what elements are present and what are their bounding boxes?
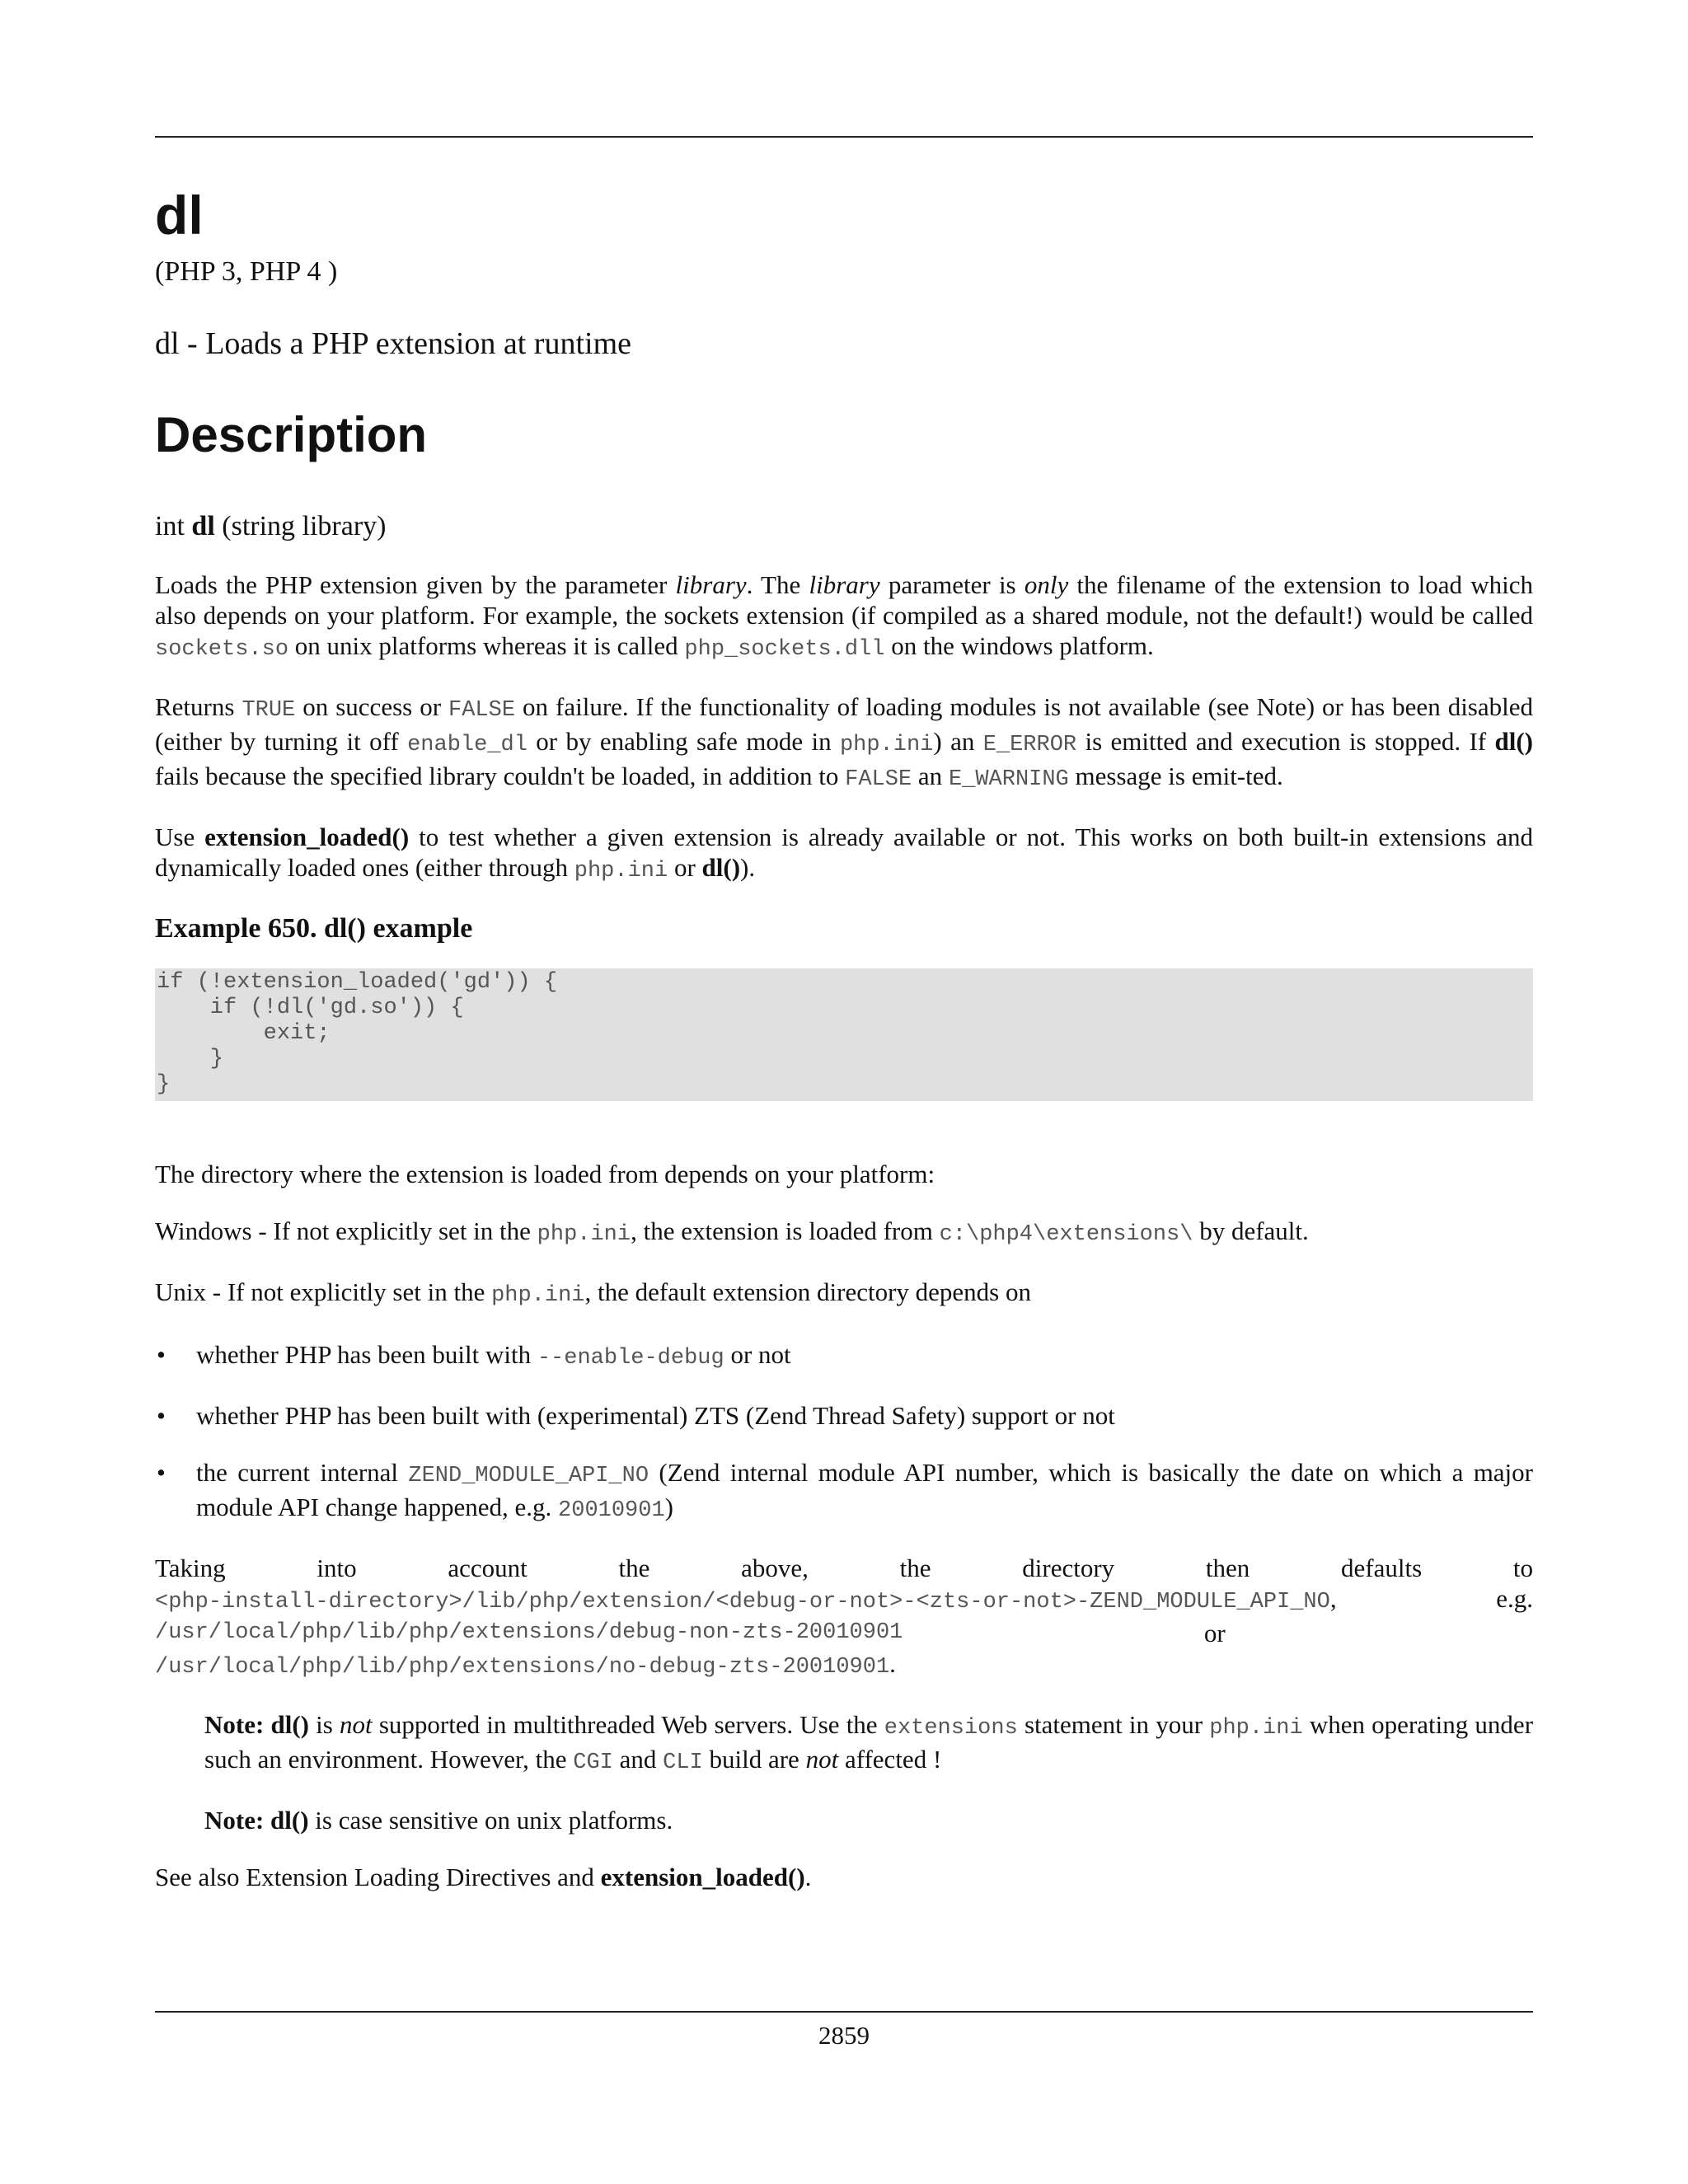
php-versions: (PHP 3, PHP 4 ) [155, 256, 338, 287]
bullet-glyph: • [157, 1401, 166, 1430]
paragraph-loads: Loads the PHP extension given by the parameter library. The library parameter is only the filename of the extension to load which also depends on your platform. For example, the sockets extension (if compiled as a shared module, not the default!) would be called sockets.so on unix platforms whereas it is called php_sockets.dll on the windows platform. [155, 570, 1533, 662]
content-flow [155, 511, 1533, 1919]
link-extension-loaded-see-also: extension_loaded() [600, 1863, 805, 1891]
bottom-rule [155, 2011, 1533, 2013]
code-windows-path: c:\php4\extensions\ [939, 1222, 1193, 1247]
page-number: 2859 [818, 2021, 870, 2050]
function-purpose: dl - Loads a PHP extension at runtime [155, 326, 631, 361]
paragraph-use-extension-loaded: Use extension_loaded() to test whether a given extension is already available or not. This works on both built-in extensions and dynamically loaded ones (either through php.ini or dl()). [155, 823, 1533, 883]
function-name: dl [191, 511, 215, 541]
list-item: • whether PHP has been built with --enable-debug or not [157, 1340, 791, 1371]
bullet-glyph: • [157, 1458, 166, 1487]
unix-conditions-list [155, 1339, 1533, 1526]
list-item: • the current internal ZEND_MODULE_API_NO (Zend internal module API number, which is basically the date on which a major module API change happened, e.g. 20010901) [157, 1458, 1533, 1523]
paragraph-windows: Windows - If not explicitly set in the php.ini, the extension is loaded from c:\php4\extensions\ by default. [155, 1216, 1309, 1247]
paragraph-see-also: See also Extension Loading Directives and extension_loaded(). [155, 1863, 812, 1891]
note-case-sensitive: Note: dl() is case sensitive on unix platforms. [204, 1806, 673, 1835]
code-php-sockets-dll: php_sockets.dll [684, 637, 885, 662]
paragraph-unix: Unix - If not explicitly set in the php.ini, the default extension directory depends on [155, 1277, 1031, 1308]
paragraph-returns: Returns TRUE on success or FALSE on failure. If the functionality of loading modules is not available (see Note) or has been disabled (either by turning it off enable_dl or by enabling safe mode in php.ini) an E_ERROR is emitted and execution is stopped. If dl() fails because the specified library couldn't be loaded, in addition to FALSE an E_WARNING message is emit-ted. [155, 692, 1533, 792]
function-synopsis: int dl (string library) [155, 511, 387, 541]
paragraph-directory: The directory where the extension is loaded from depends on your platform: [155, 1160, 935, 1188]
link-extension-loaded: extension_loaded() [204, 823, 410, 851]
paragraph-taking-into-account: Taking into account the above, the directory then defaults to <php-install-directory>/lib/php/extension/<debug-or-not>-<zts-or-not>-ZEND_MODULE_API_NO, e.g. /usr/local/php/lib/php/extensions/debug-non-zts-20010901 or /usr/local/php/lib/php/extensions/no-debug-zts-20010901. [155, 1554, 1533, 1680]
description-heading: Description [155, 407, 428, 462]
code-sockets-so: sockets.so [155, 637, 289, 662]
function-title: dl [155, 185, 204, 246]
top-rule [155, 136, 1533, 138]
example-code-block: if (!extension_loaded('gd')) { if (!dl('gd.so')) { exit; } } [155, 968, 1533, 1101]
note-multithreaded: Note: dl() is not supported in multithreaded Web servers. Use the extensions statement in your php.ini when operating under such an environment. However, the CGI and CLI build are not affected ! [204, 1710, 1534, 1775]
bullet-glyph: • [157, 1340, 166, 1369]
list-item: • whether PHP has been built with (experimental) ZTS (Zend Thread Safety) support or not [157, 1401, 1115, 1430]
example-title: Example 650. dl() example [155, 913, 473, 944]
